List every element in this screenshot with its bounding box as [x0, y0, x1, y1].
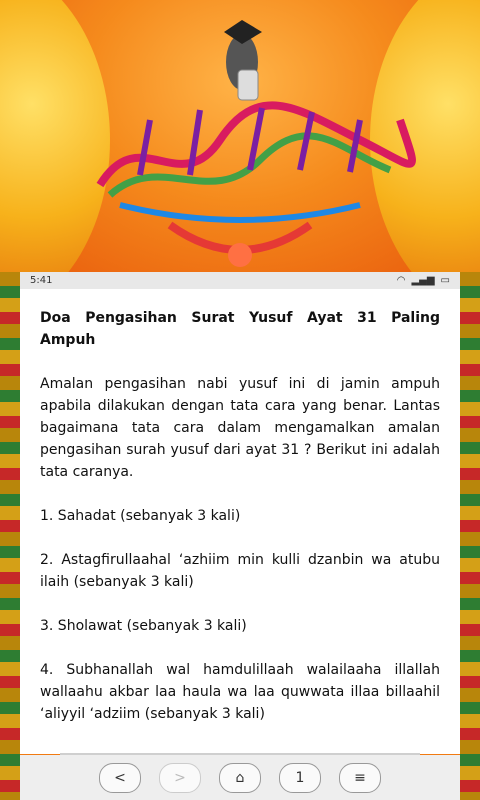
article-paragraph: Amalan pengasihan nabi yusuf ini di jamin ampuh apabila dilakukan dengan tata cara yang benar. Lantas bagaimana tata cara dalam mengamalkan amalan pengasihan surah yusuf dari ayat 31 ? Berikut ini adalah tata caranya.	[40, 376, 440, 480]
article-paragraph: 2. Astagfirullaahal ‘azhiim min kulli dzanbin wa atubu ilaih (sebanyak 3 kali)	[40, 552, 440, 590]
wifi-icon: ◠	[396, 275, 406, 286]
calligraphy-graphic	[0, 0, 480, 272]
status-time: 5:41	[30, 275, 53, 286]
status-icons	[397, 275, 450, 286]
article-title: Doa Pengasihan Surat Yusuf Ayat 31 Paling Ampuh	[40, 310, 440, 348]
article-paragraph: 4. Subhanallah wal hamdulillaah walailaaha illallah wallaahu akbar laa haula wa laa quwwata illaa billaahil ‘aliyyil ‘adziim (sebanyak 3 kali)	[40, 662, 440, 722]
battery-icon: ▭	[440, 275, 450, 286]
status-bar	[20, 272, 460, 289]
article-paragraph: 1. Sahadat (sebanyak 3 kali)	[40, 508, 241, 524]
forward-button[interactable]: >	[159, 763, 201, 793]
signal-icon: ▂▄▆	[411, 275, 435, 286]
menu-button[interactable]: ≡	[339, 763, 381, 793]
right-ornament-border	[460, 272, 480, 800]
bottom-navigation	[20, 755, 460, 800]
left-ornament-border	[0, 272, 20, 800]
page-number-button[interactable]: 1	[279, 763, 321, 793]
home-button[interactable]: ⌂	[219, 763, 261, 793]
back-button[interactable]: <	[99, 763, 141, 793]
graduation-cap-icon	[224, 20, 262, 100]
article-content	[20, 289, 460, 754]
article-paragraph: 3. Sholawat (sebanyak 3 kali)	[40, 618, 247, 634]
decorative-header	[0, 0, 480, 272]
